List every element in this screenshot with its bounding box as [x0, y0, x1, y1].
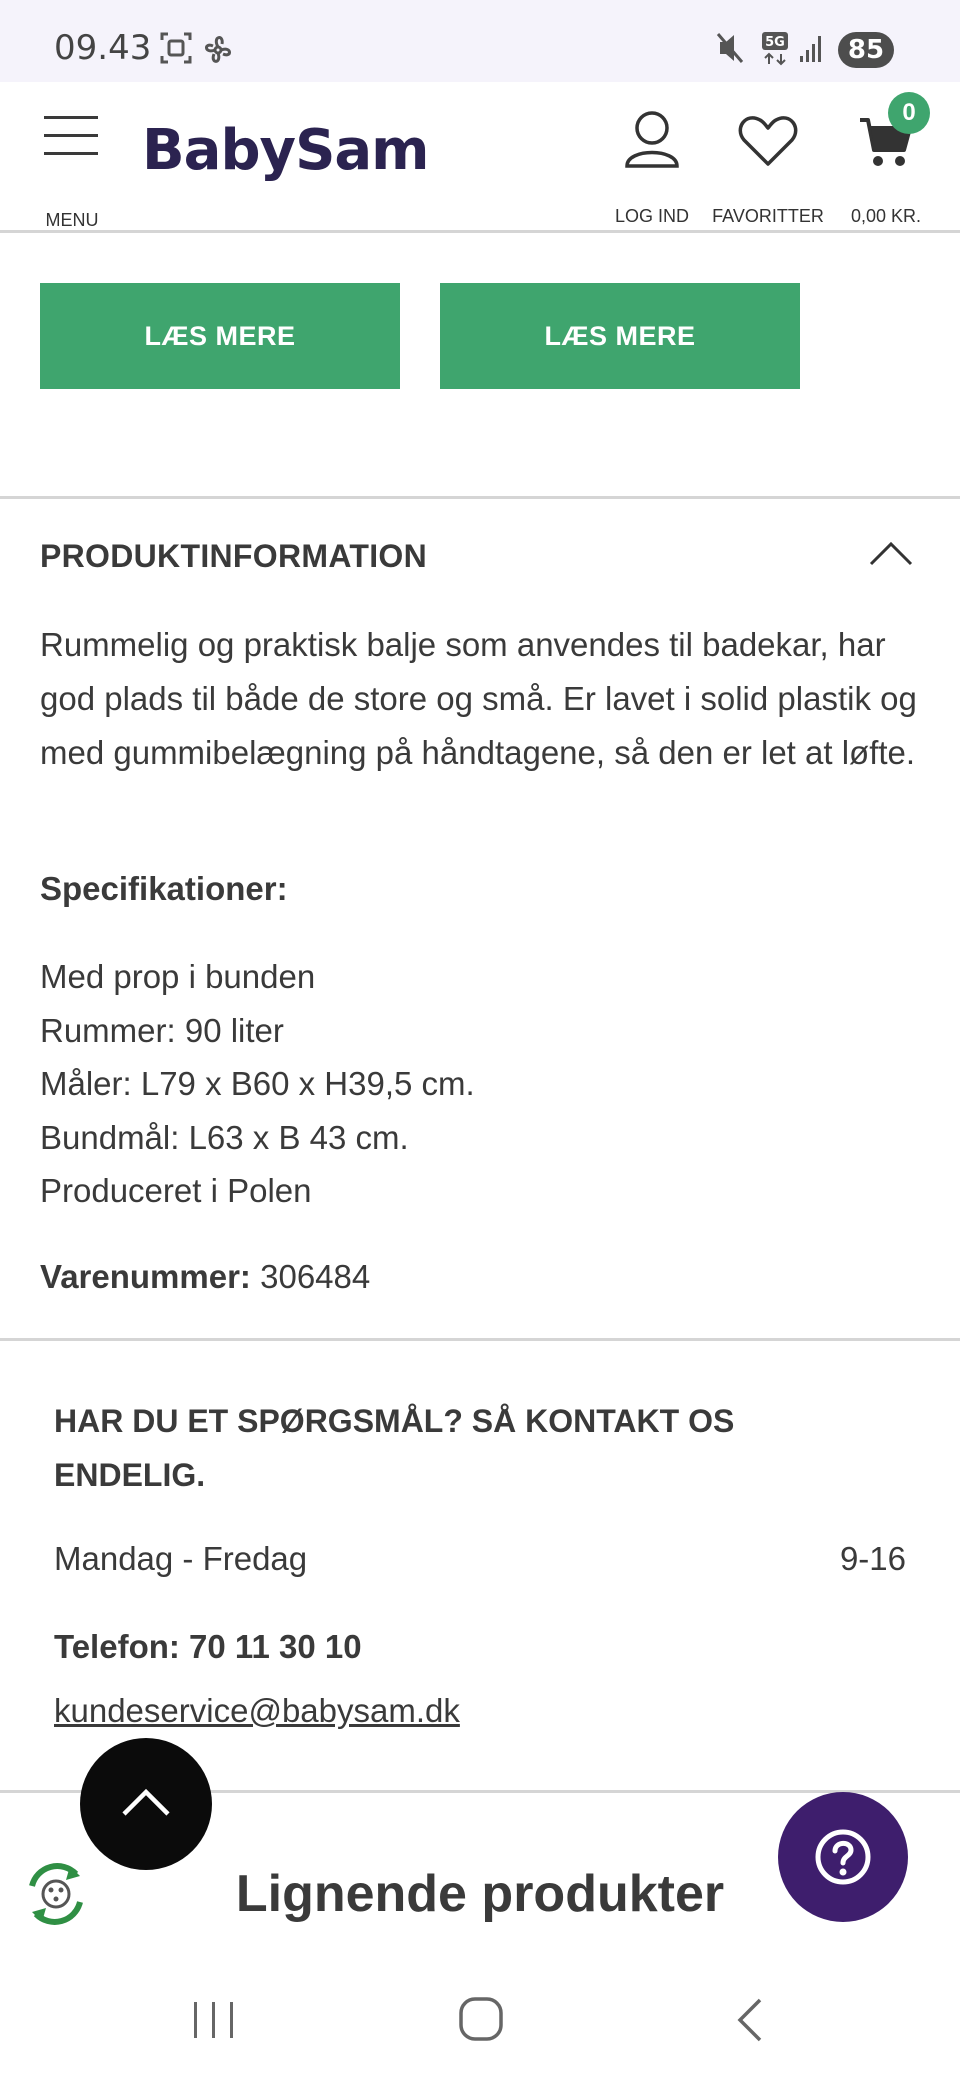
spec-heading: Specifikationer: [40, 870, 288, 907]
item-number-value: 306484 [260, 1258, 371, 1295]
heart-icon [738, 114, 798, 168]
login-button[interactable] [604, 108, 700, 226]
spec-item: Måler: L79 x B60 x H39,5 cm. [40, 1065, 475, 1102]
status-time: 09.43 [54, 28, 152, 68]
screenshot-icon [162, 34, 190, 62]
status-bar [0, 0, 960, 82]
contact-title: HAR DU ET SPØRGSMÅL? SÅ KONTAKT OS ENDELIG. [54, 1403, 735, 1493]
mute-icon [718, 34, 742, 62]
menu-button[interactable] [38, 112, 106, 230]
status-left-icons [158, 30, 238, 70]
scroll-to-top-button[interactable] [80, 1738, 212, 1870]
read-more-button[interactable]: LÆS MERE [40, 283, 400, 389]
spec-item: Rummer: 90 liter [40, 1011, 284, 1049]
opening-days: Mandag - Fredag [54, 1540, 308, 1577]
hamburger-icon-line [44, 134, 98, 137]
system-nav-bar [0, 1960, 960, 2080]
home-icon[interactable] [458, 1996, 504, 2042]
chevron-up-icon [80, 1738, 212, 1870]
email-link[interactable]: kundeservice@babysam.dk [54, 1692, 460, 1729]
hamburger-icon-line [44, 116, 98, 119]
item-number-label: Varenummer: [40, 1258, 251, 1295]
product-info-title[interactable]: PRODUKTINFORMATION [40, 538, 427, 574]
login-label: LOG IND [614, 206, 689, 226]
signal-icon [800, 36, 821, 62]
back-icon[interactable] [734, 1996, 764, 2044]
question-mark-icon [778, 1792, 908, 1922]
menu-label: MENU [45, 210, 99, 230]
hamburger-icon-line [44, 152, 98, 155]
phone-number[interactable]: Telefon: 70 11 30 10 [54, 1628, 362, 1665]
recent-apps-icon[interactable] [192, 1998, 236, 2042]
favorites-button[interactable] [712, 108, 824, 226]
status-right-icons [716, 26, 896, 70]
cart-count-badge: 0 [888, 92, 930, 134]
status-system-icons [716, 26, 836, 70]
item-number [40, 1258, 370, 1296]
spec-item: Med prop i bunden [40, 958, 316, 995]
spec-item: Bundmål: L63 x B 43 cm. [40, 1118, 409, 1156]
product-description: Rummelig og praktisk balje som anvendes til badekar, har god plads til både de store og små. Er lavet i solid plastik og med gummibelægning på håndtagene, så den er let at løfte. [40, 626, 917, 771]
fan-icon [206, 38, 229, 62]
5g-icon [762, 32, 788, 64]
spec-list [40, 950, 475, 1218]
chevron-up-icon[interactable] [868, 538, 914, 568]
recycle-icon[interactable] [18, 1856, 94, 1932]
spec-item: Produceret i Polen [40, 1172, 312, 1209]
similar-products-title: Lignende produkter [235, 1865, 725, 1923]
favorites-label: FAVORITTER [712, 206, 824, 226]
site-header [0, 82, 960, 233]
user-icon [622, 108, 682, 170]
opening-hours: 9-16 [839, 1540, 906, 1577]
section-divider [0, 1338, 960, 1341]
cart-total: 0,00 KR. [850, 206, 922, 226]
help-button[interactable] [778, 1792, 908, 1922]
svg-text:5G: 5G [765, 35, 785, 50]
babysam-logo[interactable]: BabySam [142, 118, 429, 183]
read-more-button[interactable]: LÆS MERE [440, 283, 800, 389]
section-divider [0, 496, 960, 499]
battery-indicator: 85 [838, 32, 894, 68]
